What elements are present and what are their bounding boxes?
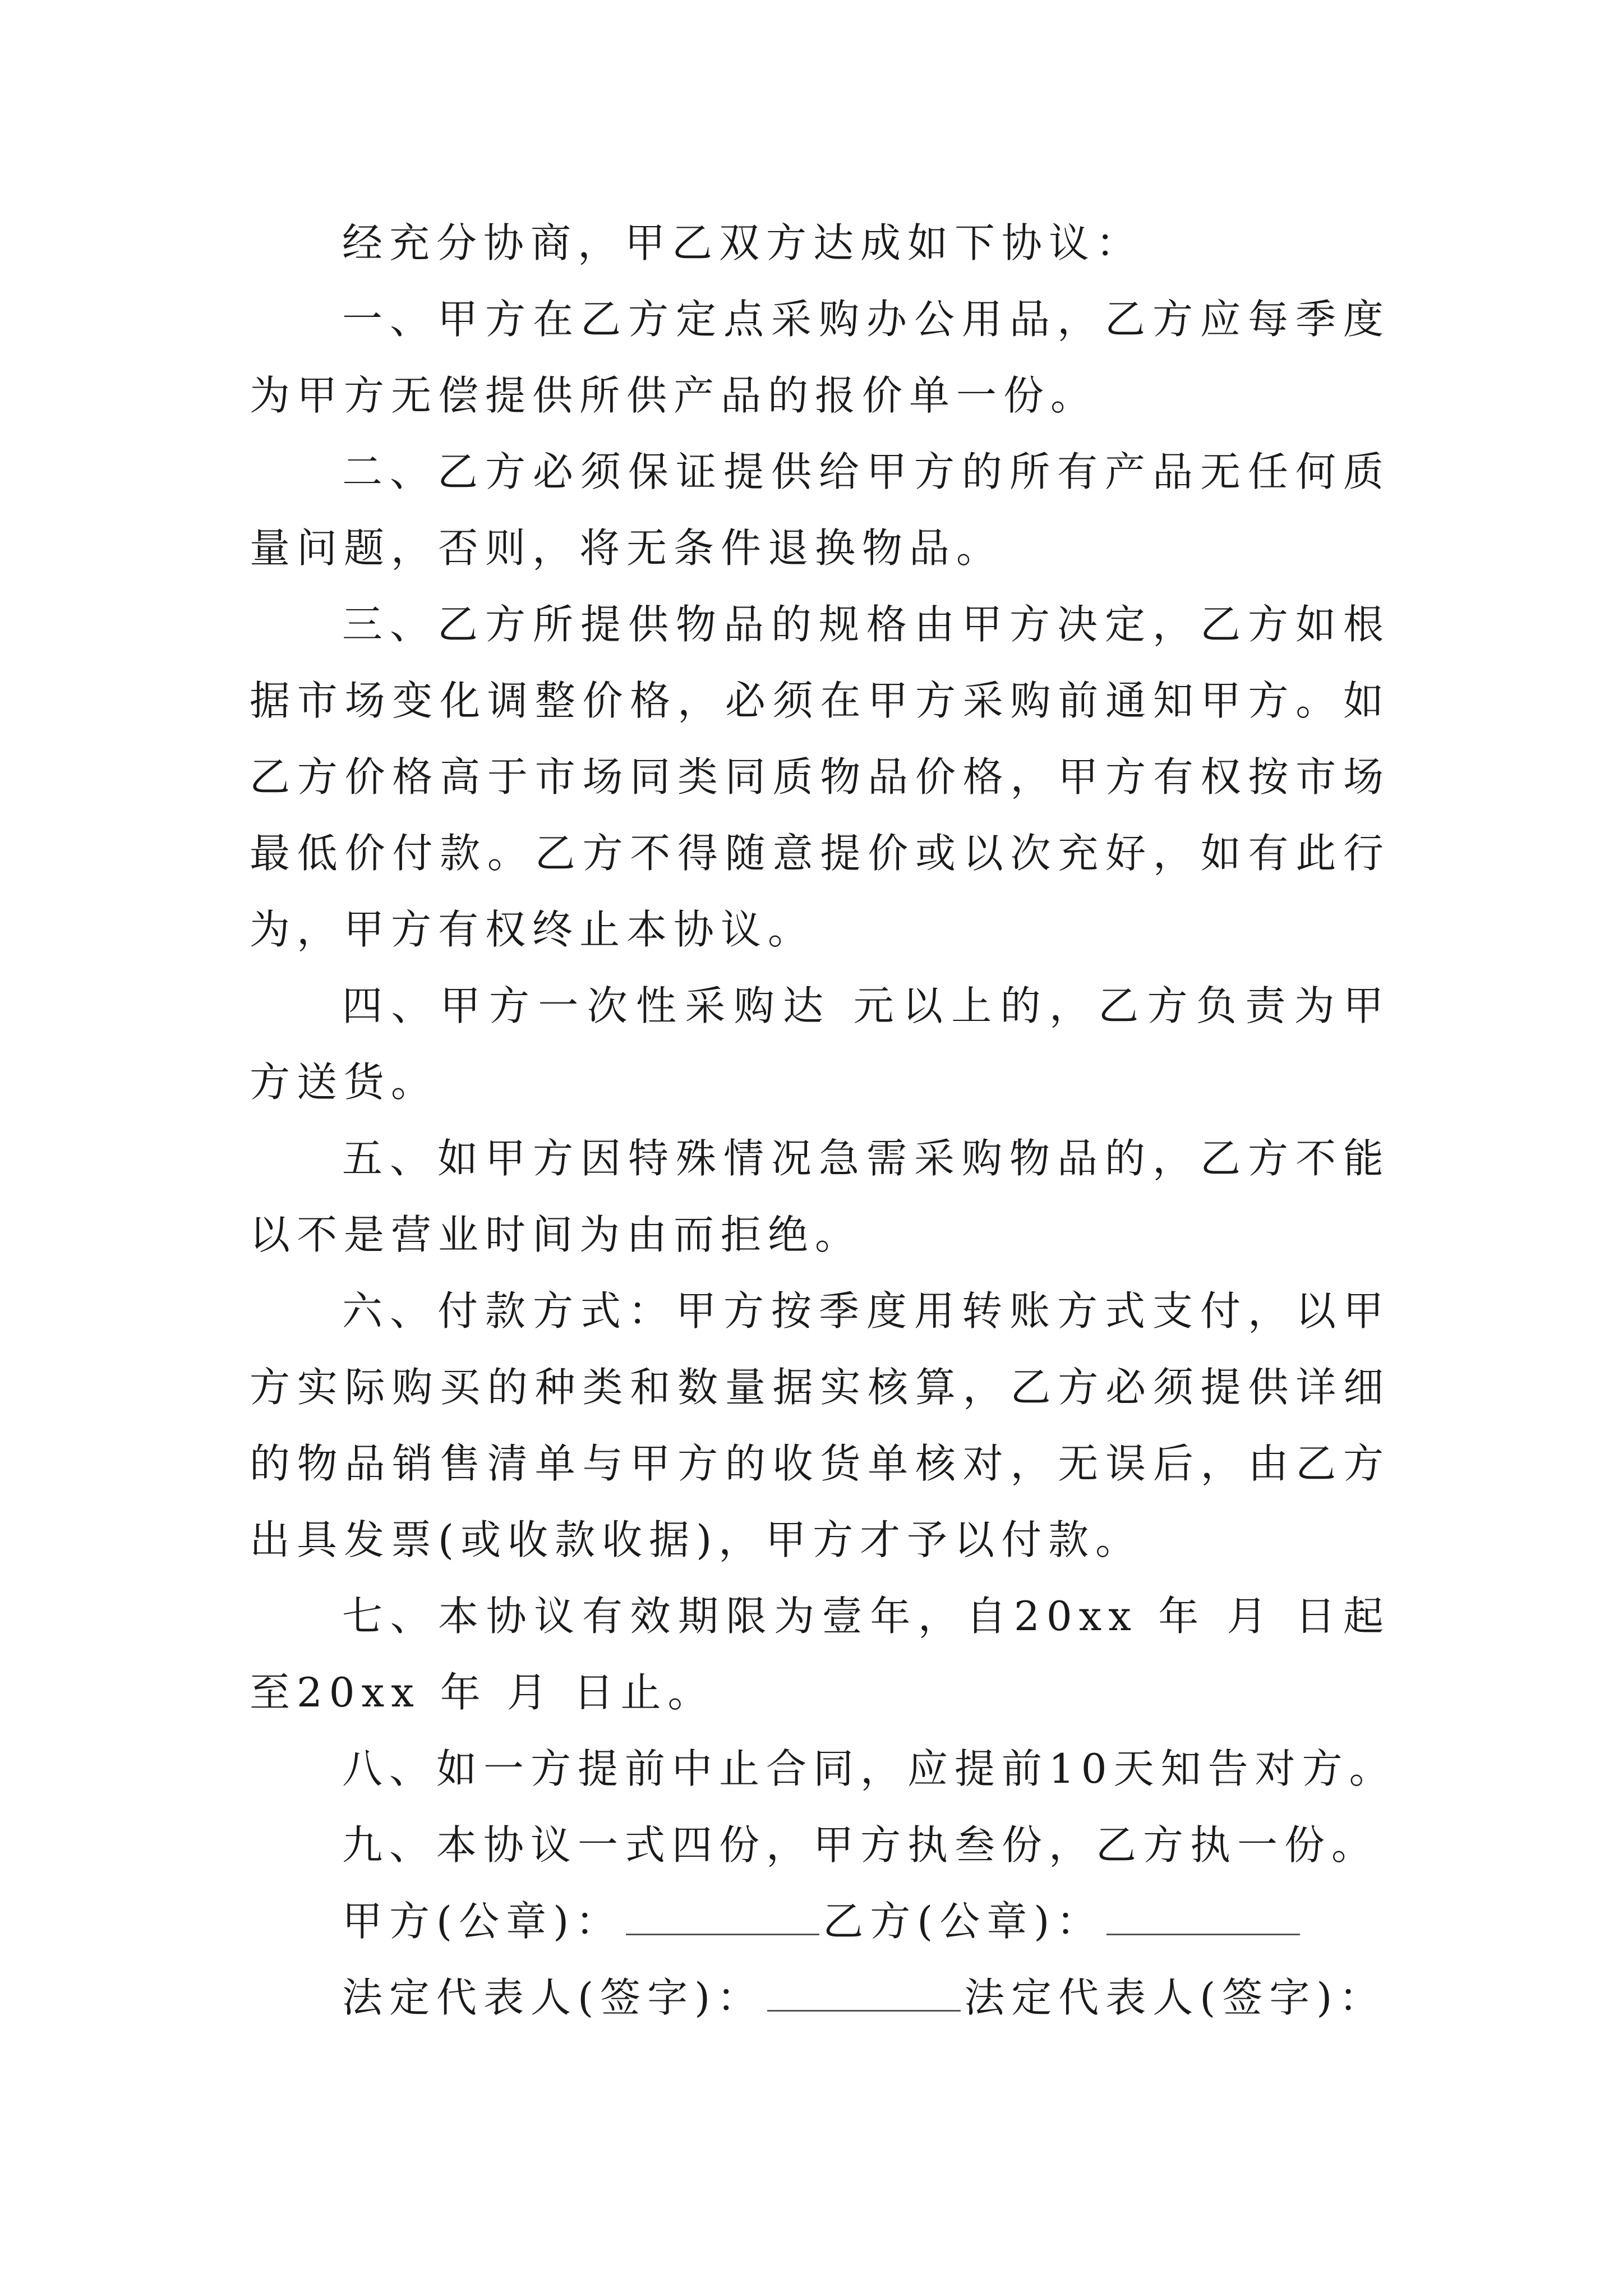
clause-4: 四、甲方一次性采购达 元以上的，乙方负责为甲方送货。 bbox=[250, 982, 1390, 1106]
clause-9: 九、本协议一式四份，甲方执叁份，乙方执一份。 bbox=[342, 1821, 1379, 1869]
clause-3: 三、乙方所提供物品的规格由甲方决定，乙方如根据市场变化调整价格，必须在甲方采购前通知甲方。如乙方价格高于市场同类同质物品价格，甲方有权按市场最低价付款。乙方不得随意提价或以次充好，如有此行为，甲方有权终止本协议。 bbox=[250, 601, 1390, 953]
seal-row bbox=[250, 1883, 1390, 1959]
party-a-rep-blank bbox=[767, 1976, 961, 2012]
document-body bbox=[250, 205, 1396, 2036]
clause-2: 二、乙方必须保证提供给甲方的所有产品无任何质量问题，否则，将无条件退换物品。 bbox=[250, 448, 1390, 572]
party-a-seal-label: 甲方(公章)： bbox=[342, 1898, 623, 1945]
party-b-seal-blank bbox=[1106, 1900, 1300, 1935]
party-a-rep-label: 法定代表人(签字)： bbox=[342, 1974, 764, 2021]
party-b-rep-label: 法定代表人(签字)： bbox=[964, 1974, 1386, 2021]
party-a-seal-blank bbox=[626, 1900, 819, 1935]
clause-8: 八、如一方提前中止合同，应提前10天知告对方。 bbox=[342, 1745, 1396, 1792]
clause-7: 七、本协议有效期限为壹年，自20xx 年 月 日起至20xx 年 月 日止。 bbox=[250, 1593, 1390, 1716]
intro-paragraph: 经充分协商，甲乙双方达成如下协议： bbox=[342, 219, 1144, 266]
representative-row bbox=[250, 1959, 1390, 2036]
clause-5: 五、如甲方因特殊情况急需采购物品的，乙方不能以不是营业时间为由而拒绝。 bbox=[250, 1135, 1390, 1258]
clause-1: 一、甲方在乙方定点采购办公用品，乙方应每季度为甲方无偿提供所供产品的报价单一份。 bbox=[250, 296, 1390, 419]
party-b-seal-label: 乙方(公章)： bbox=[823, 1898, 1104, 1945]
clause-6: 六、付款方式：甲方按季度用转账方式支付，以甲方实际购买的种类和数量据实核算，乙方必须提供详细的物品销售清单与甲方的收货单核对，无误后，由乙方出具发票(或收款收据)，甲方才予以付款。 bbox=[250, 1287, 1390, 1563]
